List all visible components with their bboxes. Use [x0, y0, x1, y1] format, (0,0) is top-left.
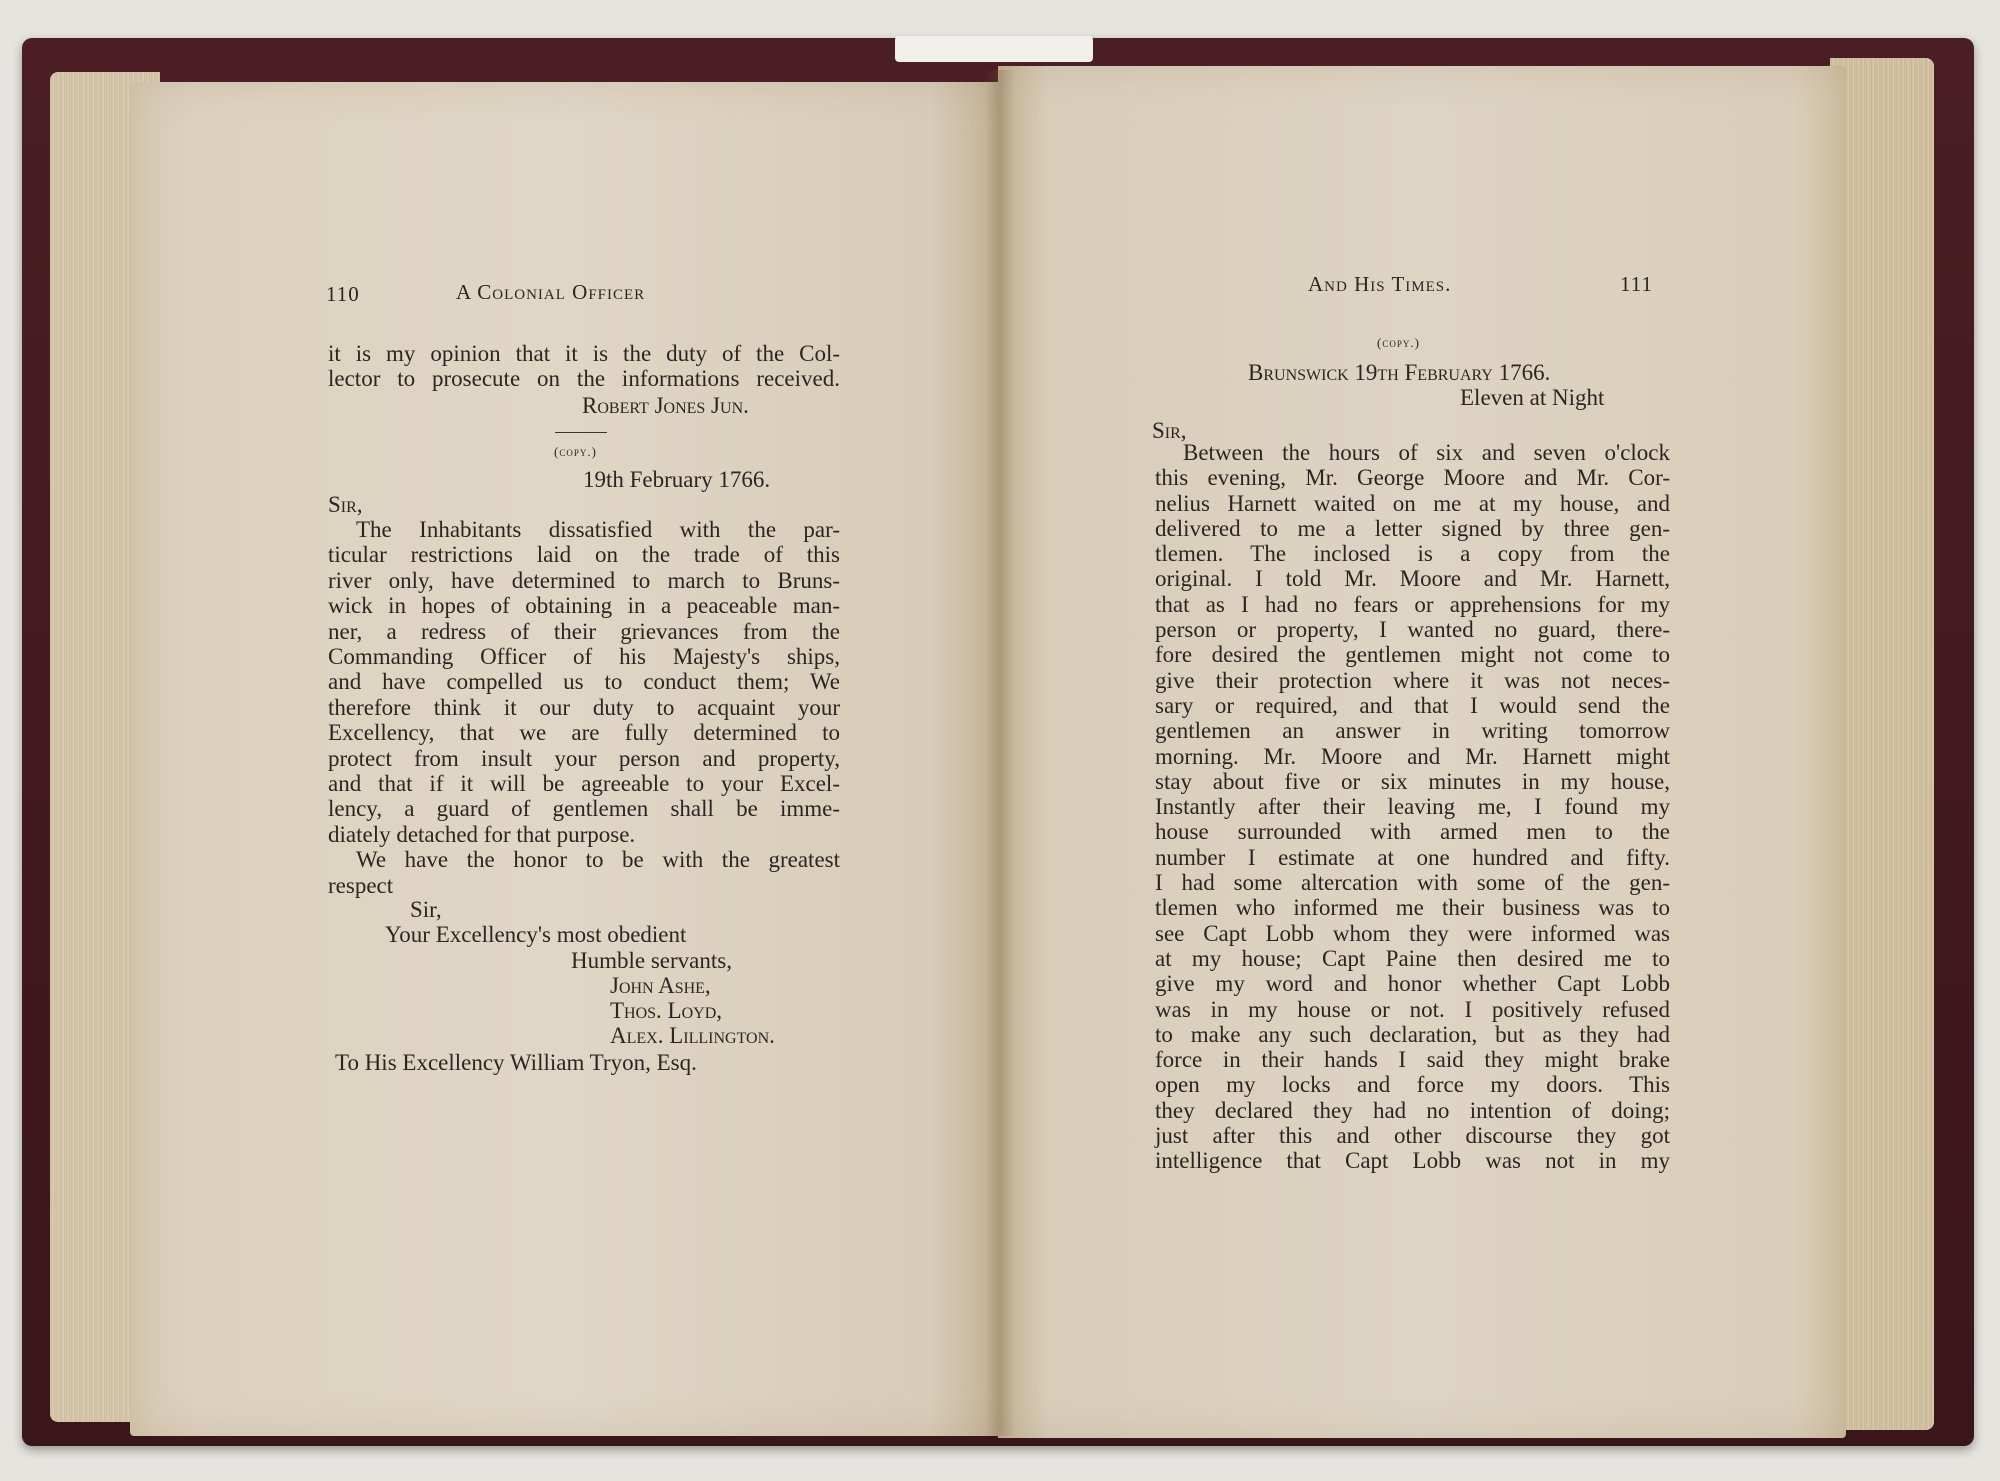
body-line: this evening, Mr. George Moore and Mr. Cor- [1155, 465, 1670, 491]
body-line: intelligence that Capt Lobb was not in my [1155, 1148, 1670, 1174]
body-line: nelius Harnett waited on me at my house, and [1155, 490, 1670, 516]
right-place-date [1248, 360, 1550, 385]
body-line: number I estimate at one hundred and fifty. [1155, 844, 1670, 870]
body-line: give their protection where it was not neces- [1155, 667, 1670, 693]
letter-line: lency, a guard of gentlemen shall be imme- [328, 796, 840, 822]
letter-line: Excellency, that we are fully determined to [328, 720, 840, 746]
letter-line: river only, have determined to march to Bruns- [328, 567, 840, 593]
body-line: open my locks and force my doors. This [1155, 1072, 1670, 1098]
intro-line: it is my opinion that it is the duty of the Col- [328, 341, 840, 366]
body-line: force in their hands I said they might brake [1155, 1047, 1670, 1073]
letter-line: and that if it will be agreeable to your Excel- [328, 771, 840, 797]
closing-servants: Humble servants, [571, 948, 732, 973]
closing-line: We have the honor to be with the greatest [356, 847, 840, 873]
right-salutation: Sir, [1152, 418, 1187, 443]
signature-robert-jones: Robert Jones Jun. [582, 393, 749, 418]
right-letter-time: Eleven at Night [1460, 385, 1605, 410]
letter-line: ner, a redress of their grievances from the [328, 618, 840, 644]
letter-line: protect from insult your person and property, [328, 745, 840, 771]
body-line: house surrounded with armed men to the [1155, 819, 1670, 845]
addressee-line: To His Excellency William Tryon, Esq. [335, 1050, 697, 1075]
signatory: Alex. Lillington. [610, 1023, 775, 1048]
left-intro-text [328, 341, 840, 392]
left-running-head: A Colonial Officer [456, 280, 646, 304]
body-line: morning. Mr. Moore and Mr. Harnett might [1155, 743, 1670, 769]
section-rule [555, 432, 607, 433]
letter-line: diately detached for that purpose. [328, 821, 636, 847]
body-line: that as I had no fears or apprehensions for my [1155, 591, 1670, 617]
body-line: Instantly after their leaving me, I found my [1155, 794, 1670, 820]
place-date-text: Brunswick 19th February 1766. [1248, 360, 1551, 385]
body-line: at my house; Capt Paine then desired me to [1155, 945, 1670, 971]
right-copy-label: (copy.) [1377, 335, 1420, 350]
body-line: original. I told Mr. Moore and Mr. Harnett, [1155, 566, 1670, 592]
left-salutation: Sir, [328, 492, 363, 517]
signatory: Thos. Loyd, [610, 998, 723, 1023]
book-gutter [985, 70, 1015, 1436]
body-line: tlemen. The inclosed is a copy from the [1155, 541, 1670, 567]
signatory: John Ashe, [610, 973, 711, 998]
letter-line: Commanding Officer of his Majesty's ships, [328, 644, 840, 670]
body-line: Between the hours of six and seven o'clock [1183, 440, 1670, 465]
left-letter-date: 19th February 1766. [583, 467, 771, 492]
left-letter-body [328, 517, 840, 898]
left-page-number: 110 [326, 282, 360, 306]
body-line: to make any such declaration, but as they had [1155, 1021, 1670, 1047]
left-copy-label: (copy.) [554, 444, 597, 459]
right-letter-body [1155, 440, 1670, 1174]
body-line: stay about five or six minutes in my house, [1155, 768, 1670, 794]
letter-line: and have compelled us to conduct them; We [328, 669, 840, 695]
body-line: fore desired the gentlemen might not come to [1155, 642, 1670, 668]
body-line: see Capt Lobb whom they were informed was [1155, 920, 1670, 946]
letter-line: wick in hopes of obtaining in a peaceable man- [328, 593, 840, 619]
body-line: I had some altercation with some of the gen- [1155, 870, 1670, 896]
body-line: tlemen who informed me their business was to [1155, 895, 1670, 921]
body-line: just after this and other discourse they got [1155, 1123, 1670, 1149]
right-page-number: 111 [1620, 272, 1653, 296]
letter-line: ticular restrictions laid on the trade of this [328, 542, 840, 568]
body-line: person or property, I wanted no guard, there- [1155, 617, 1670, 643]
letter-line: The Inhabitants dissatisfied with the par- [356, 517, 840, 542]
closing-sir: Sir, [410, 897, 442, 922]
body-line: give my word and honor whether Capt Lobb [1155, 971, 1670, 997]
body-line: was in my house or not. I positively refused [1155, 996, 1670, 1022]
body-line: they declared they had no intention of doing; [1155, 1097, 1670, 1123]
letter-line: therefore think it our duty to acquaint your [328, 694, 840, 720]
body-line: gentlemen an answer in writing tomorrow [1155, 718, 1670, 744]
right-running-head: And His Times. [1308, 272, 1452, 296]
spine-headband [895, 36, 1093, 62]
intro-line: lector to prosecute on the informations received. [328, 366, 840, 392]
body-line: sary or required, and that I would send the [1155, 692, 1670, 718]
closing-line: respect [328, 872, 394, 898]
body-line: delivered to me a letter signed by three gen- [1155, 515, 1670, 541]
closing-excellency: Your Excellency's most obedient [385, 922, 687, 947]
